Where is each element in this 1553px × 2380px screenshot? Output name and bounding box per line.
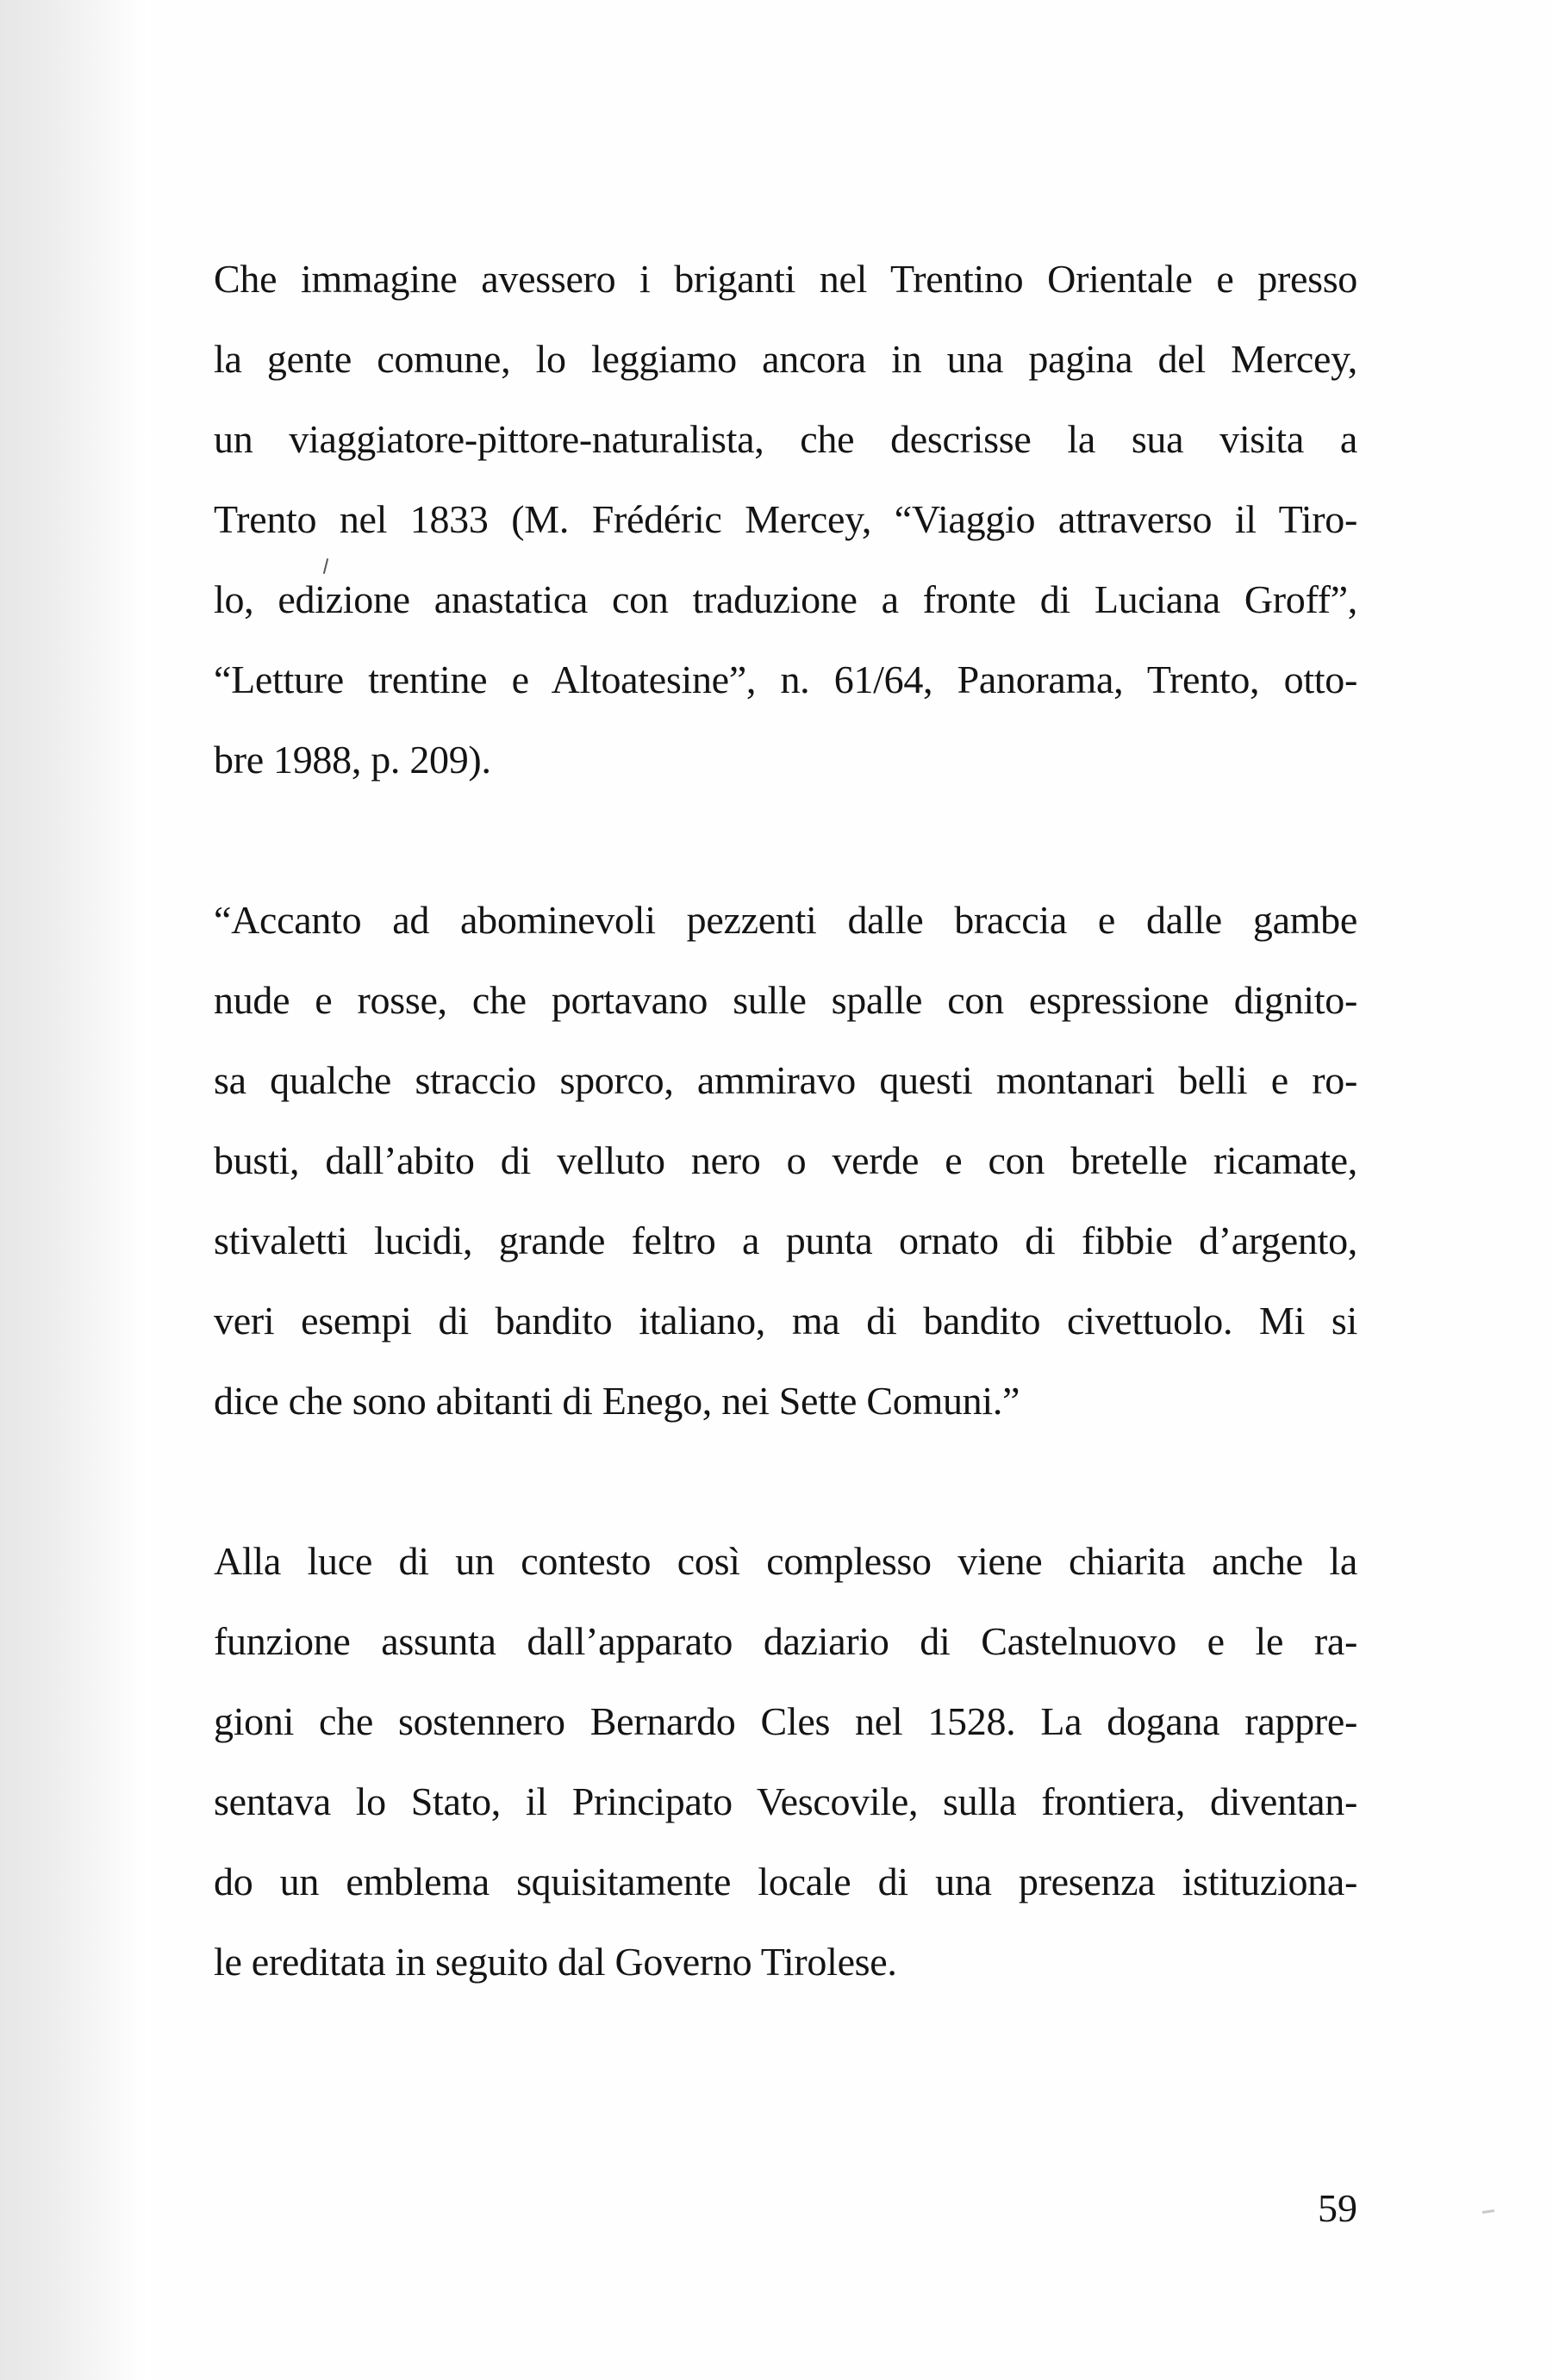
text-line: la gente comune, lo leggiamo ancora in una pagina del Mercey,	[214, 337, 1357, 381]
text-line: do un emblema squisitamente locale di una presenza istituziona-	[214, 1860, 1357, 1903]
text-line: “Letture trentine e Altoatesine”, n. 61/64, Panorama, Trento, otto-	[214, 657, 1357, 701]
text-line: veri esempi di bandito italiano, ma di bandito civettuolo. Mi si	[214, 1299, 1357, 1343]
body-text	[214, 239, 1357, 2002]
text-line: le ereditata in seguito dal Governo Tirolese.	[214, 1940, 897, 1984]
text-line: un viaggiatore-pittore-naturalista, che descrisse la sua visita a	[214, 417, 1357, 461]
text-line: funzione assunta dall’apparato daziario di Castelnuovo e le ra-	[214, 1619, 1357, 1663]
text-line: bre 1988, p. 209).	[214, 738, 491, 782]
page-number: 59	[1318, 2186, 1357, 2230]
text-line: nude e rosse, che portavano sulle spalle con espressione dignito-	[214, 978, 1357, 1022]
text-line: “Accanto ad abominevoli pezzenti dalle braccia e dalle gambe	[214, 898, 1357, 942]
text-line: Che immagine avessero i briganti nel Trentino Orientale e presso	[214, 257, 1357, 301]
paragraph-conclusion	[214, 1521, 1357, 2002]
text-line: gioni che sostennero Bernardo Cles nel 1528. La dogana rappre-	[214, 1699, 1357, 1743]
text-line: Trento nel 1833 (M. Frédéric Mercey, “Viaggio attraverso il Tiro-	[214, 497, 1357, 541]
text-line: Alla luce di un contesto così complesso viene chiarita anche la	[214, 1539, 1357, 1583]
paragraph-citation	[214, 239, 1357, 800]
text-line: sa qualche straccio sporco, ammiravo questi montanari belli e ro-	[214, 1058, 1357, 1102]
text-line: sentava lo Stato, il Principato Vescovile, sulla frontiera, diventan-	[214, 1779, 1357, 1823]
text-line: stivaletti lucidi, grande feltro a punta ornato di fibbie d’argento,	[214, 1218, 1357, 1262]
text-line: busti, dall’abito di velluto nero o verde e con bretelle ricamate,	[214, 1138, 1357, 1182]
paragraph-quote	[214, 880, 1357, 1441]
scan-artifact-dash	[1482, 2209, 1494, 2214]
text-line: dice che sono abitanti di Enego, nei Sette Comuni.”	[214, 1379, 1020, 1423]
page-edge-shading	[0, 0, 151, 2380]
text-line: lo, edizione anastatica con traduzione a fronte di Luciana Groff”,	[214, 577, 1357, 621]
